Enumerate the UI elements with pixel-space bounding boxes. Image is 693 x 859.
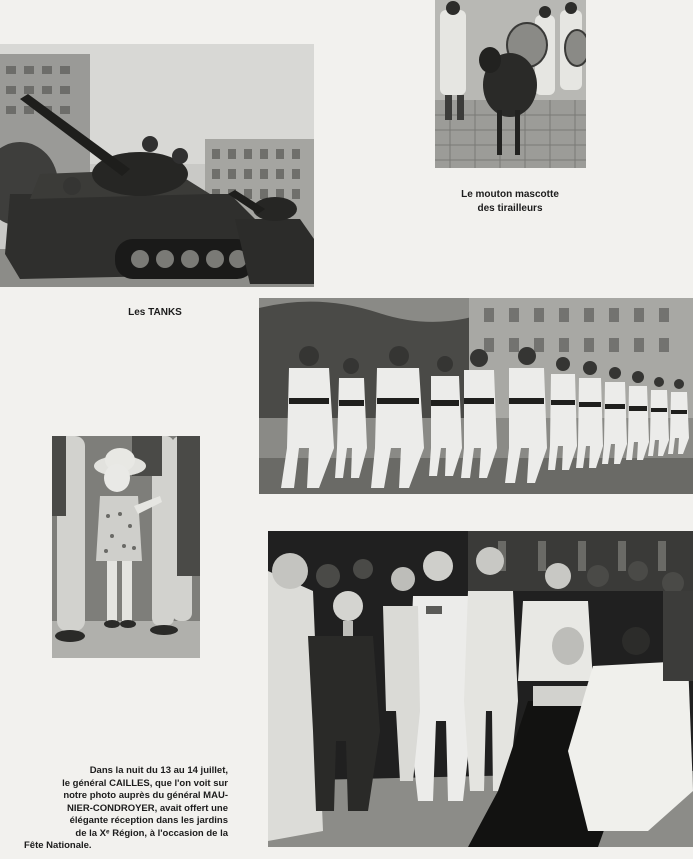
caption-reception-line-7: Fête Nationale. [24,840,92,851]
caption-tanks-text: Les TANKS [128,307,182,318]
caption-reception-line-4: NIER-CONDROYER, avait offert une [67,802,228,814]
photo-marching-troops [259,298,693,494]
caption-reception-line-2: le général CAILLES, que l'on voit sur [62,777,228,789]
caption-reception-line-6: de la Xᵉ Région, à l'occasion de la [75,827,228,839]
photo-tanks [0,44,314,287]
photo-child-spectator [52,436,200,658]
caption-sheep-line-1: Le mouton mascotte [461,189,559,200]
photo-evening-reception [268,531,693,847]
caption-reception-line-5: élégante réception dans les jardins [69,815,228,826]
caption-sheep-mascot [430,188,590,216]
caption-reception-line-3: notre photo auprès du général MAU- [63,790,228,801]
caption-reception-line-1: Dans la nuit du 13 au 14 juillet, [89,765,228,776]
caption-sheep-line-2: des tirailleurs [477,203,543,214]
photo-sheep-mascot [435,0,586,168]
caption-tanks [105,306,205,320]
caption-reception [20,765,228,853]
